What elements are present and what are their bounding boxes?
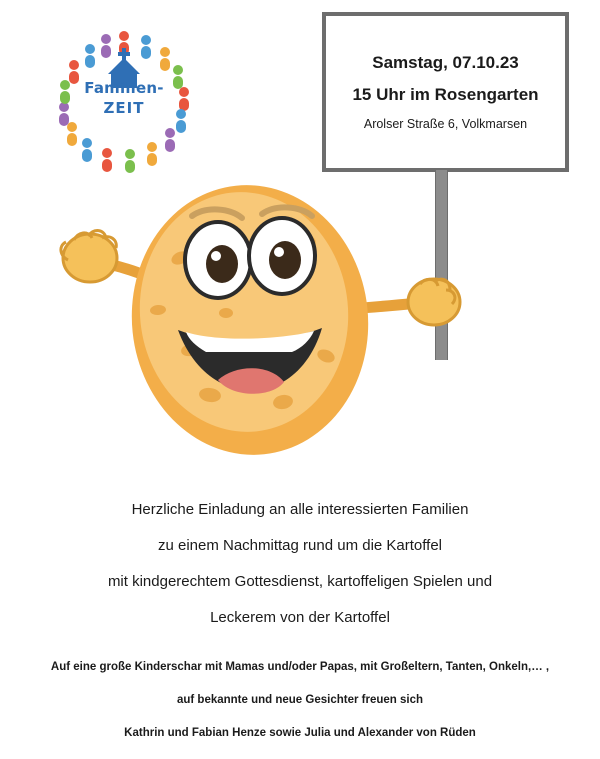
sub-text-line-2: auf bekannte und neue Gesichter freuen sich bbox=[176, 694, 424, 706]
familienzeit-logo bbox=[44, 22, 204, 177]
sub-text-line-1: Auf eine große Kinderschar mit Mamas und/oder Papas, mit Großeltern, Tanten, Onkeln,… , bbox=[50, 661, 550, 673]
event-date: Samstag, 07.10.23 bbox=[372, 53, 519, 72]
main-text-line-2: zu einem Nachmittag rund um die Kartoffel bbox=[157, 537, 443, 554]
sub-text-line-3: Kathrin und Fabian Henze sowie Julia und Alexander von Rüden bbox=[124, 727, 476, 739]
invitation-main-text bbox=[0, 500, 600, 644]
invitation-sub-text bbox=[0, 660, 600, 759]
main-text-line-4: Leckerem von der Kartoffel bbox=[210, 609, 390, 626]
main-text-line-1: Herzliche Einladung an alle interessierten Familien bbox=[131, 501, 469, 518]
event-time-place: 15 Uhr im Rosengarten bbox=[352, 85, 539, 104]
logo-text bbox=[44, 78, 204, 118]
logo-line-2: ZEIT bbox=[103, 99, 145, 117]
logo-line-1: Familien- bbox=[84, 79, 164, 97]
main-text-line-3: mit kindgerechtem Gottesdienst, kartoffeligen Spielen und bbox=[107, 573, 493, 590]
event-address: Arolser Straße 6, Volkmarsen bbox=[363, 117, 528, 131]
smiling-potato-character bbox=[30, 180, 490, 470]
event-sign-board bbox=[322, 12, 569, 172]
